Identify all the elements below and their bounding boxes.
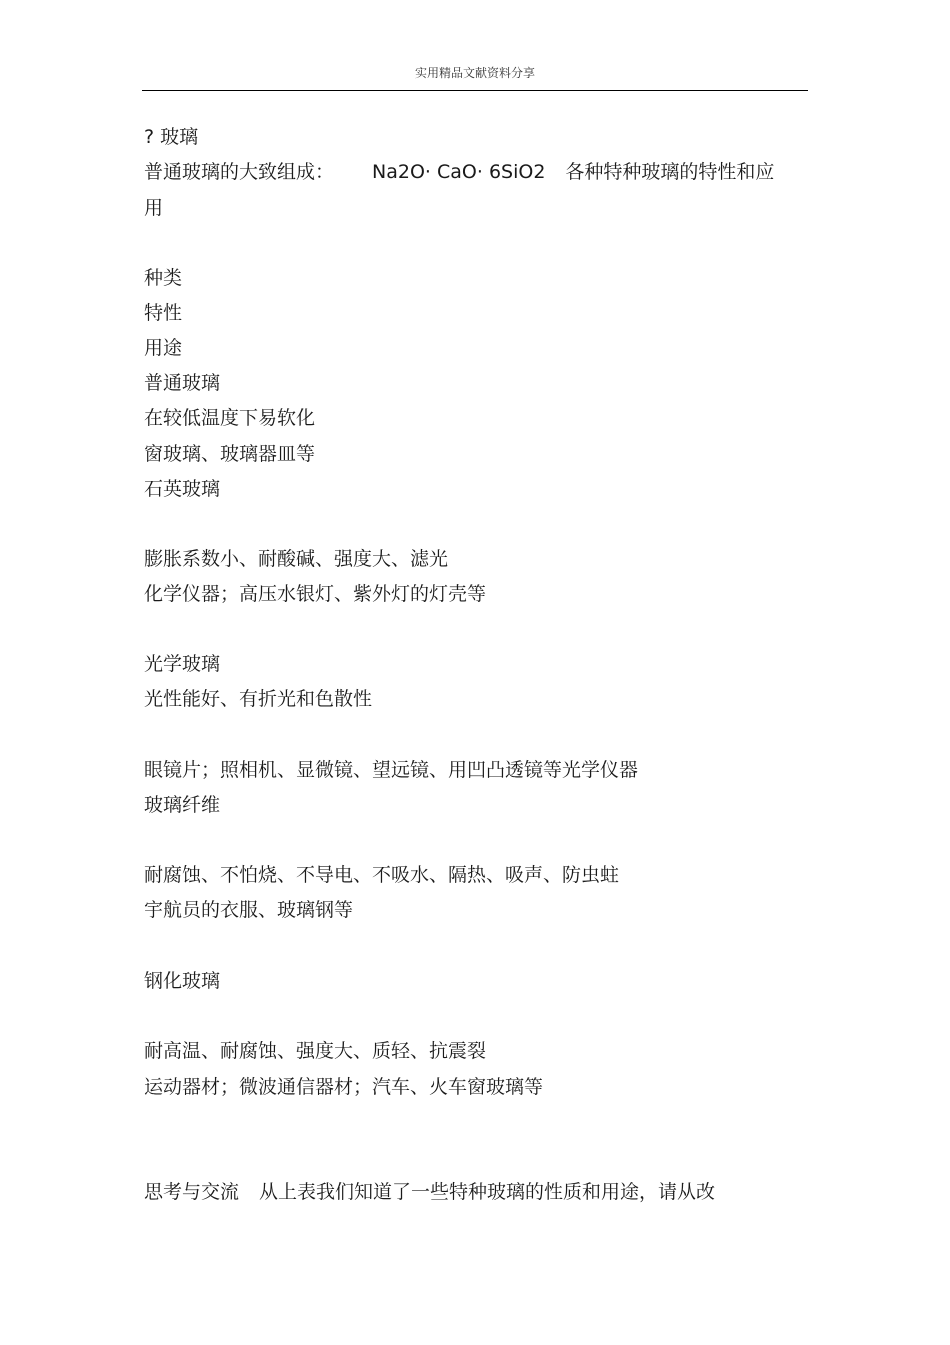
- row5-use: 运动器材；微波通信器材；汽车、火车窗玻璃等: [144, 1076, 544, 1098]
- row3-property: 光性能好、有折光和色散性: [144, 688, 373, 710]
- think-line: [144, 1180, 715, 1204]
- row5-property: 耐高温、耐腐蚀、强度大、质轻、抗震裂: [144, 1040, 487, 1062]
- composition-prefix: 普通玻璃的大致组成：: [144, 161, 335, 183]
- think-label: 思考与交流: [144, 1181, 240, 1203]
- header-rule: [142, 90, 808, 91]
- composition-wrap: 用: [144, 197, 164, 219]
- table-header-kind: 种类: [144, 267, 183, 289]
- row2-kind: 石英玻璃: [144, 478, 221, 500]
- composition-line: [144, 160, 774, 184]
- think-text: 从上表我们知道了一些特种玻璃的性质和用途，请从改: [259, 1181, 716, 1203]
- row3-kind: 光学玻璃: [144, 653, 221, 675]
- row5-kind: 钢化玻璃: [144, 970, 221, 992]
- row3-use: 眼镜片；照相机、显微镜、望远镜、用凹凸透镜等光学仪器: [144, 759, 639, 781]
- row4-property: 耐腐蚀、不怕烧、不导电、不吸水、隔热、吸声、防虫蛀: [144, 864, 620, 886]
- row1-use: 窗玻璃、玻璃器皿等: [144, 443, 316, 465]
- row4-use: 宇航员的衣服、玻璃钢等: [144, 899, 354, 921]
- page-header: 实用精品文献资料分享: [414, 66, 535, 80]
- section-title: ? 玻璃: [144, 126, 199, 148]
- row2-property: 膨胀系数小、耐酸碱、强度大、滤光: [144, 548, 449, 570]
- row1-kind: 普通玻璃: [144, 372, 221, 394]
- table-header-property: 特性: [144, 302, 183, 324]
- row4-kind: 玻璃纤维: [144, 794, 221, 816]
- row1-property: 在较低温度下易软化: [144, 407, 316, 429]
- composition-formula: Na2O· CaO· 6SiO2: [372, 161, 546, 183]
- composition-suffix: 各种特种玻璃的特性和应: [565, 161, 775, 183]
- table-header-use: 用途: [144, 337, 183, 359]
- row2-use: 化学仪器；高压水银灯、紫外灯的灯壳等: [144, 583, 487, 605]
